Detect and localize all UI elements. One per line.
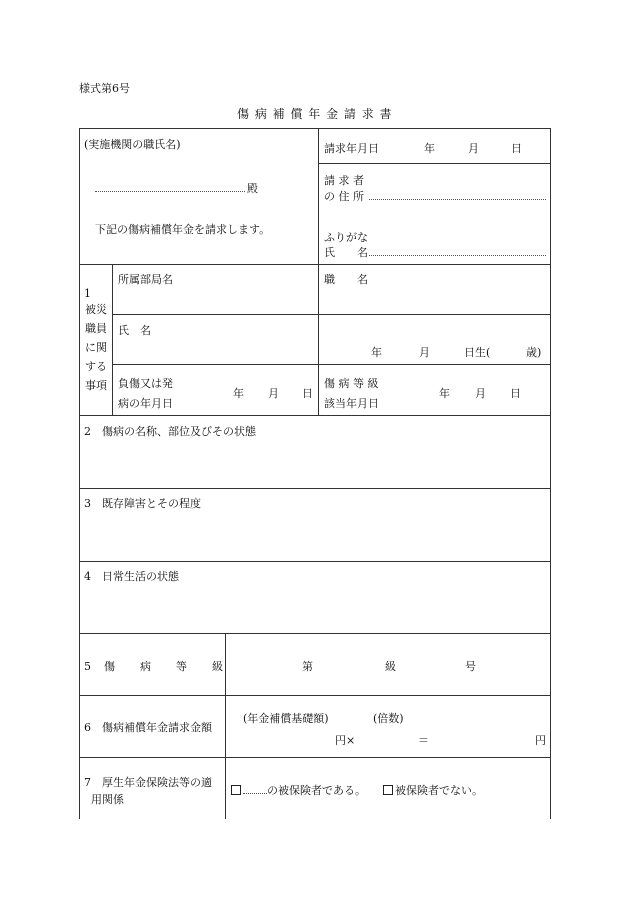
insured-option[interactable] [231,782,366,798]
request-statement: 下記の傷病補償年金を請求します。 [95,223,271,236]
request-date-year: 年 [424,142,435,155]
age-unit: 歳) [526,346,542,359]
injury-date-label-line1: 負傷又は発 [118,377,173,390]
insured-law-field[interactable] [243,784,267,794]
grade-kyu: 級 [385,660,396,673]
victim-name-label: 氏 名 [118,324,151,337]
not-insured-option[interactable] [383,782,483,798]
injury-date-month: 月 [268,387,279,400]
form-title: 傷 病 補 償 年 金 請 求 書 [237,107,393,121]
dono-label: 殿 [247,182,258,195]
grade-dai: 第 [302,660,313,673]
birth-day: 日生( [464,346,491,359]
grade-date-day: 日 [510,387,521,400]
department-label: 所属部局名 [118,273,173,286]
section3-label: 3 既存障害とその程度 [84,497,201,510]
position-label: 職 名 [324,273,368,286]
grade-date-year: 年 [439,387,450,400]
official-name-field[interactable] [95,191,245,192]
section4-label: 4 日常生活の状態 [84,570,179,583]
grade-date-month: 月 [475,387,486,400]
grade-date-label-line2: 該当年月日 [324,397,379,410]
section1-vertical-label: 被災職員に関する事項 [85,303,107,392]
injury-date-year: 年 [233,387,244,400]
section1-number: 1 [84,287,91,300]
request-date-month: 月 [468,142,479,155]
claimant-address-field[interactable] [369,199,546,200]
insured-checkbox[interactable] [231,785,241,795]
birth-month: 月 [419,346,430,359]
section2-label: 2 傷病の名称、部位及びその状態 [84,425,256,438]
claimant-label-line1: 請 求 者 [324,174,364,187]
section7-label-line2: 用関係 [91,793,124,806]
yen-times: 円× [335,734,356,747]
claimant-name-label: 氏 名 [324,246,368,259]
request-date-day: 日 [511,142,522,155]
official-label: (実施機関の職氏名) [84,138,181,151]
claimant-name-field[interactable] [369,255,546,256]
yen-total: 円 [535,734,546,747]
birth-year: 年 [371,346,382,359]
multiplier-label: (倍数) [373,712,404,725]
furigana-label: ふりがな [324,231,368,244]
base-amount-label: (年金補償基礎額) [243,712,329,725]
section6-label: 6 傷病補償年金請求金額 [84,721,212,734]
request-date-label: 請求年月日 [324,142,379,155]
section7-label-line1: 7 厚生年金保険法等の適 [84,776,212,789]
equals-sign: ＝ [418,734,429,747]
form-number: 様式第6号 [79,82,130,95]
injury-date-label-line2: 病の年月日 [118,397,173,410]
not-insured-checkbox[interactable] [383,785,393,795]
grade-date-label-line1: 傷 病 等 級 [324,377,379,390]
section5-label: 5 傷 病 等 級 [84,660,224,673]
insured-text: の被保険者である。 [267,784,366,797]
grade-go: 号 [465,660,476,673]
not-insured-text: 被保険者でない。 [395,784,483,797]
injury-date-day: 日 [302,387,313,400]
claimant-label-line2: の 住 所 [324,190,364,203]
